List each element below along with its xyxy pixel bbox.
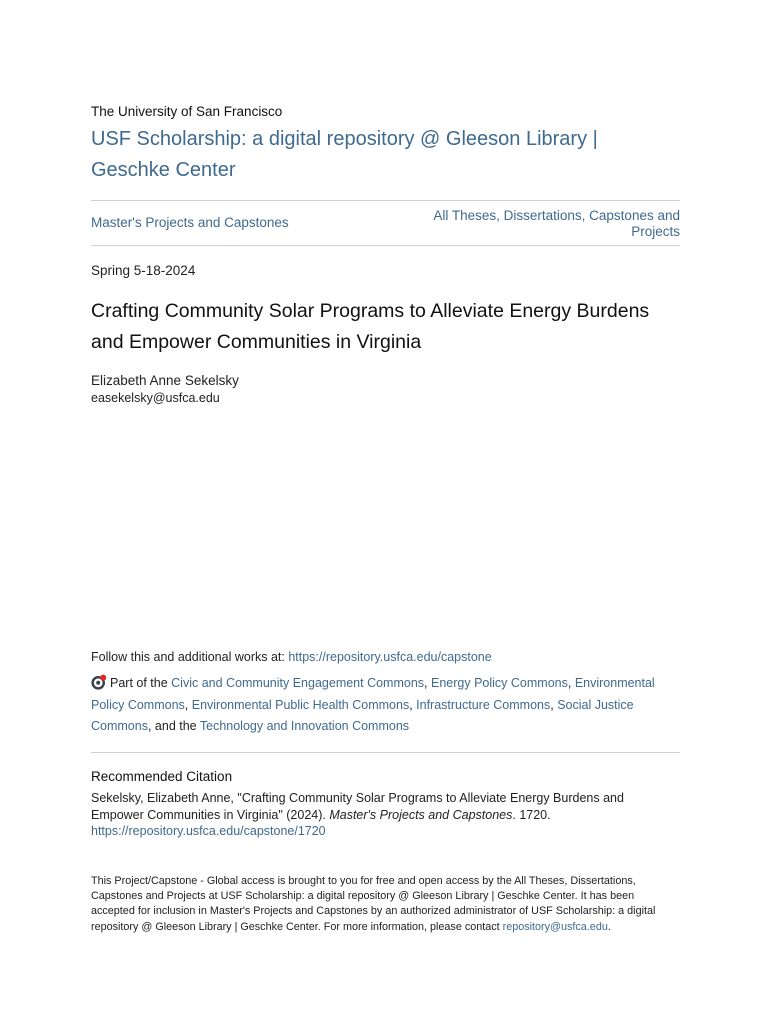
commons-separator: , xyxy=(409,697,417,712)
commons-link-energy-policy[interactable]: Energy Policy Commons xyxy=(431,676,568,690)
institution-name: The University of San Francisco xyxy=(91,104,283,119)
citation-text xyxy=(91,790,680,840)
document-cover-page xyxy=(91,0,680,1024)
citation-part1: Sekelsky, Elizabeth Anne, "Crafting Community Solar Programs to Alleviate Energy Burdens and Empower Communities in Virginia" (2024). xyxy=(91,791,624,822)
citation-url-link[interactable]: https://repository.usfca.edu/capstone/1720 xyxy=(91,824,326,838)
citation-heading: Recommended Citation xyxy=(91,769,233,784)
bepress-commons-icon xyxy=(91,674,107,690)
commons-link-infrastructure[interactable]: Infrastructure Commons xyxy=(416,697,551,712)
follow-line xyxy=(91,650,492,664)
commons-separator: , and the xyxy=(147,719,200,733)
repository-title-link[interactable]: USF Scholarship: a digital repository @ Gleeson Library | Geschke Center xyxy=(91,128,598,181)
document-title: Crafting Community Solar Programs to Alleviate Energy Burdens and Empower Communities in Virginia xyxy=(91,300,650,353)
author-name: Elizabeth Anne Sekelsky xyxy=(91,373,239,388)
follow-label: Follow this and additional works at: xyxy=(91,650,289,664)
access-statement-end: . xyxy=(607,920,611,933)
divider-citation xyxy=(91,752,680,753)
follow-url-link[interactable]: https://repository.usfca.edu/capstone xyxy=(288,650,492,664)
commons-link-environmental-policy[interactable]: Environmental Policy Commons xyxy=(91,676,655,712)
commons-prefix: Part of the xyxy=(110,676,172,690)
commons-disciplines xyxy=(91,673,680,738)
commons-separator: , xyxy=(567,676,575,690)
publication-date: Spring 5-18-2024 xyxy=(91,263,196,278)
access-statement xyxy=(91,874,680,935)
commons-link-technology-innovation[interactable]: Technology and Innovation Commons xyxy=(199,719,410,733)
divider-collections xyxy=(91,245,680,246)
commons-link-civic[interactable]: Civic and Community Engagement Commons xyxy=(171,676,425,690)
citation-part2: . 1720. xyxy=(512,807,551,822)
commons-separator: , xyxy=(424,676,431,690)
commons-link-social-justice[interactable]: Social Justice Commons xyxy=(91,697,634,733)
commons-separator: , xyxy=(184,697,192,712)
commons-link-environmental-public-health[interactable]: Environmental Public Health Commons xyxy=(191,697,410,712)
contact-email-link[interactable]: repository@usfca.edu xyxy=(502,920,608,933)
collection-link-all-theses[interactable]: All Theses, Dissertations, Capstones and Projects xyxy=(433,208,680,239)
citation-series: Master's Projects and Capstones xyxy=(329,807,513,822)
commons-separator: , xyxy=(550,697,558,712)
divider-top xyxy=(91,200,680,201)
collection-link-masters[interactable]: Master's Projects and Capstones xyxy=(91,215,289,230)
author-email: easekelsky@usfca.edu xyxy=(91,391,220,405)
access-statement-text: This Project/Capstone - Global access is brought to you for free and open access by the All Theses, Dissertations, Capstones and Projects at USF Scholarship: a digital repository @ Gleeson Library | Geschke Center. It has been accepted for inclusion in Master's Projects and Capstones by an authorized administrator of USF Scholarship: a digital repository @ Gleeson Library | Geschke Center. For more information, please contact xyxy=(91,875,656,933)
